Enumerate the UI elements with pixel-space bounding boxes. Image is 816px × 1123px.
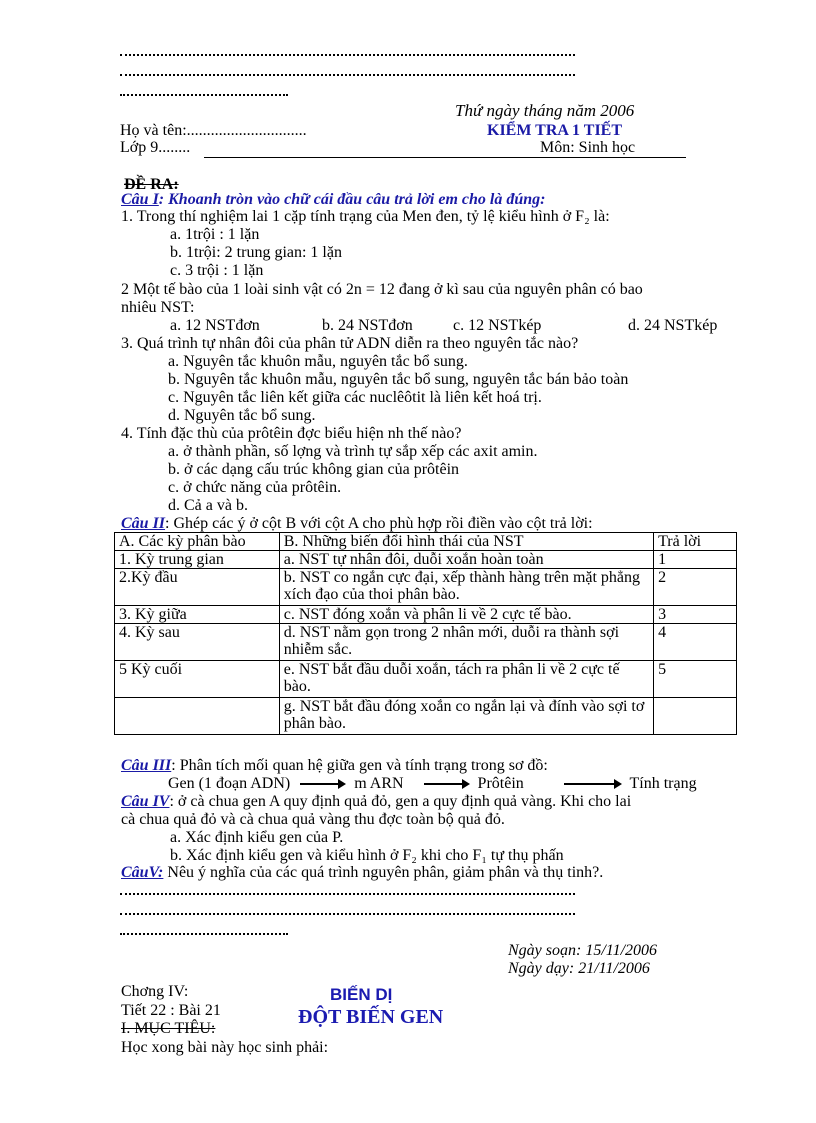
table-cell: e. NST bắt đầu duỗi xoắn, tách ra phân li về 2 cực tế bào. bbox=[279, 661, 653, 698]
date-line: Thứ ngày tháng năm 2006 bbox=[455, 101, 635, 120]
q5-text: CâuV: Nêu ý nghĩa của các quá trình nguyên phân, giảm phân và thụ tinh?. bbox=[121, 864, 604, 881]
table-cell: g. NST bắt đầu đóng xoắn co ngắn lại và đính vào sợi tơ phân bào. bbox=[279, 698, 653, 735]
table-header: A. Các kỳ phân bào bbox=[115, 533, 280, 551]
table-cell: a. NST tự nhân đôi, duỗi xoắn hoàn toàn bbox=[279, 551, 653, 569]
q1-item-4-option: a. ở thành phần, số lợng và trình tự sắp xếp các axit amin. bbox=[168, 443, 538, 460]
table-cell: 1 bbox=[654, 551, 737, 569]
q1-item-2-option: d. 24 NSTkép bbox=[628, 317, 718, 334]
q4-option: b. Xác định kiểu gen và kiểu hình ở F₂ khi cho F₁ tự thụ phấn bbox=[170, 847, 564, 864]
table-row bbox=[115, 661, 737, 698]
q1-item-2-option: a. 12 NSTđơn bbox=[170, 317, 260, 334]
answer-line bbox=[120, 94, 288, 96]
q1-item-3: 3. Quá trình tự nhân đôi của phân tử ADN diễn ra theo nguyên tắc nào? bbox=[121, 335, 579, 352]
date-taught: Ngày dạy: 21/11/2006 bbox=[508, 960, 650, 977]
diagram-node: m ARN bbox=[354, 775, 404, 792]
header-divider bbox=[204, 157, 686, 158]
arrow-right-icon bbox=[300, 783, 344, 785]
table-cell: 2.Kỳ đầu bbox=[115, 569, 280, 606]
arrow-right-icon bbox=[424, 783, 468, 785]
answer-line bbox=[120, 74, 575, 76]
q1-item-3-option: a. Nguyên tắc khuôn mẫu, nguyên tắc bổ sung. bbox=[168, 353, 468, 370]
table-row bbox=[115, 551, 737, 569]
table-header-row bbox=[115, 533, 737, 551]
table-cell: 5 bbox=[654, 661, 737, 698]
chapter-label: Chơng IV: bbox=[121, 983, 189, 1000]
table-row bbox=[115, 606, 737, 624]
arrow-right-icon bbox=[564, 783, 620, 785]
table-cell bbox=[654, 698, 737, 735]
class-field-label: Lớp 9........ bbox=[120, 139, 191, 156]
table-header: B. Những biến đổi hình thái của NST bbox=[279, 533, 653, 551]
objectives-intro: Học xong bài này học sinh phải: bbox=[121, 1039, 329, 1056]
table-cell: 5 Kỳ cuối bbox=[115, 661, 280, 698]
q1-item-2-cont: nhiêu NST: bbox=[121, 299, 195, 316]
table-cell: 2 bbox=[654, 569, 737, 606]
q1-item-4: 4. Tính đặc thù của prôtêin đợc biểu hiện nh thế nào? bbox=[121, 425, 462, 442]
table-cell: b. NST co ngắn cực đại, xếp thành hàng trên mặt phẳng xích đạo của thoi phân bào. bbox=[279, 569, 653, 606]
wordart-title: ĐỘT BIẾN GEN bbox=[298, 1006, 444, 1028]
q1-item-4-option: c. ở chức năng của prôtêin. bbox=[168, 479, 342, 496]
table-cell: 1. Kỳ trung gian bbox=[115, 551, 280, 569]
lesson-number: Tiết 22 : Bài 21 bbox=[121, 1002, 221, 1019]
q1-item-4-option: d. Cả a và b. bbox=[168, 497, 248, 514]
q1-item-1-option: b. 1trội: 2 trung gian: 1 lặn bbox=[170, 244, 342, 261]
table-row bbox=[115, 624, 737, 661]
wordart-subtitle: BIẾN DỊ bbox=[330, 985, 393, 1004]
answer-line bbox=[120, 933, 288, 935]
name-field-label: Họ và tên:.............................. bbox=[120, 122, 307, 139]
table-cell bbox=[115, 698, 280, 735]
q1-instruction: Câu I: Khoanh tròn vào chữ cái đầu câu trả lời em cho là đúng: bbox=[121, 191, 546, 208]
exam-title: KIỂM TRA 1 TIẾT bbox=[487, 122, 623, 139]
q3-text: Câu III: Phân tích mối quan hệ giữa gen và tính trạng trong sơ đồ: bbox=[121, 757, 548, 774]
q1-item-2-option: c. 12 NSTkép bbox=[453, 317, 542, 334]
q4-text: Câu IV: ở cà chua gen A quy định quả đỏ, gen a quy định quả vàng. Khi cho lai bbox=[121, 793, 632, 810]
q4-text-cont: cà chua quả đỏ và cà chua quả vàng thu đợc toàn bộ quả đỏ. bbox=[121, 811, 505, 828]
q1-item-1: 1. Trong thí nghiệm lai 1 cặp tính trạng của Men đen, tỷ lệ kiểu hình ở F₂ là: bbox=[121, 208, 610, 225]
q1-item-3-option: d. Nguyên tắc bổ sung. bbox=[168, 407, 316, 424]
diagram-node: Prôtêin bbox=[477, 775, 524, 792]
table-row bbox=[115, 698, 737, 735]
answer-line bbox=[120, 54, 575, 56]
table-cell: 4 bbox=[654, 624, 737, 661]
matching-table bbox=[114, 532, 737, 735]
table-row bbox=[115, 569, 737, 606]
q1-item-1-option: c. 3 trội : 1 lặn bbox=[170, 262, 264, 279]
table-cell: 4. Kỳ sau bbox=[115, 624, 280, 661]
section-title: ĐỀ RA: bbox=[124, 176, 179, 193]
subject-label: Môn: Sinh học bbox=[540, 139, 636, 156]
q1-item-3-option: c. Nguyên tắc liên kết giữa các nuclêôtit là liên kết hoá trị. bbox=[168, 389, 542, 406]
q1-item-1-option: a. 1trội : 1 lặn bbox=[170, 226, 260, 243]
table-cell: 3. Kỳ giữa bbox=[115, 606, 280, 624]
table-cell: d. NST nằm gọn trong 2 nhân mới, duỗi ra thành sợi nhiễm sắc. bbox=[279, 624, 653, 661]
diagram-node: Tính trạng bbox=[629, 775, 697, 792]
q1-item-3-option: b. Nguyên tắc khuôn mẫu, nguyên tắc bổ sung, nguyên tắc bán bảo toàn bbox=[168, 371, 629, 388]
diagram-node: Gen (1 đoạn ADN) bbox=[168, 775, 291, 792]
date-prepared: Ngày soạn: 15/11/2006 bbox=[508, 942, 658, 959]
q4-option: a. Xác định kiểu gen của P. bbox=[170, 829, 344, 846]
table-cell: c. NST đóng xoắn và phân li về 2 cực tế bào. bbox=[279, 606, 653, 624]
answer-line bbox=[120, 893, 575, 895]
gene-trait-diagram bbox=[168, 775, 697, 792]
table-cell: 3 bbox=[654, 606, 737, 624]
answer-line bbox=[120, 913, 575, 915]
q1-item-2-option: b. 24 NSTđơn bbox=[322, 317, 413, 334]
q2-instruction: Câu II: Ghép các ý ở cột B với cột A cho phù hợp rồi điền vào cột trả lời: bbox=[121, 515, 593, 532]
q1-item-4-option: b. ở các dạng cấu trúc không gian của prôtêin bbox=[168, 461, 460, 478]
table-header: Trả lời bbox=[654, 533, 737, 551]
objectives-heading: I. MỤC TIÊU: bbox=[121, 1020, 216, 1037]
q1-item-2: 2 Một tế bào của 1 loài sinh vật có 2n = 12 đang ở kì sau của nguyên phân có bao bbox=[121, 281, 643, 298]
